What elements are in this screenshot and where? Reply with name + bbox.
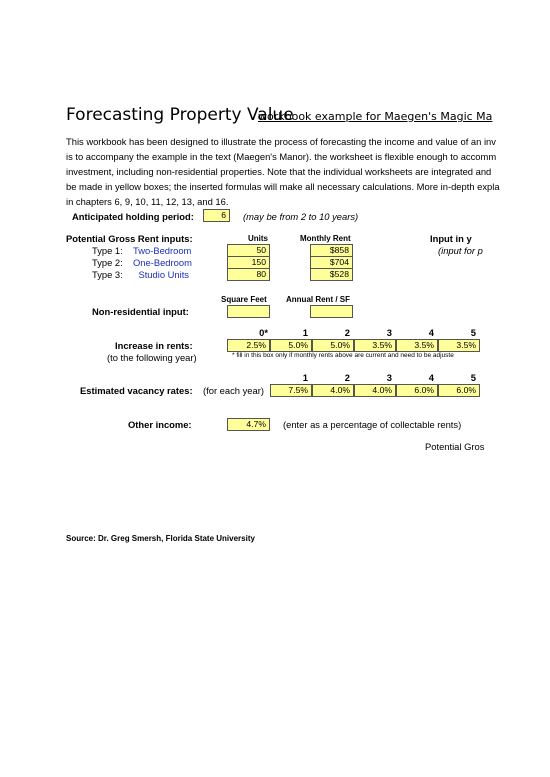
- other-income-label: Other income:: [128, 419, 192, 430]
- type-label: Type 1:: [92, 245, 123, 256]
- intro-line: be made in yellow boxes; the inserted formulas will make all necessary calculations. More in-depth expla: [66, 181, 500, 192]
- input-header: Input in y: [430, 233, 472, 244]
- holding-period-input[interactable]: 6: [203, 209, 230, 222]
- year-header: 5: [470, 372, 476, 383]
- increase-sublabel: (to the following year): [107, 352, 197, 363]
- units-input[interactable]: 80: [227, 268, 270, 281]
- type-name: Studio Units: [138, 269, 189, 280]
- year-header: 4: [428, 372, 434, 383]
- increase-label: Increase in rents:: [115, 340, 193, 351]
- increase-input[interactable]: 2.5%: [227, 339, 270, 352]
- vacancy-input[interactable]: 7.5%: [270, 384, 312, 397]
- other-income-note: (enter as a percentage of collectable rents): [283, 419, 462, 430]
- year-header: 1: [302, 372, 308, 383]
- holding-period-label: Anticipated holding period:: [72, 211, 194, 222]
- type-label: Type 3:: [92, 269, 123, 280]
- annual-rent-sf-input[interactable]: [310, 305, 353, 318]
- increase-input[interactable]: 3.5%: [354, 339, 396, 352]
- source-note: Source: Dr. Greg Smersh, Florida State University: [66, 534, 255, 543]
- annual-rent-sf-header: Annual Rent / SF: [286, 295, 350, 304]
- holding-period-note: (may be from 2 to 10 years): [243, 211, 359, 222]
- vacancy-input[interactable]: 6.0%: [438, 384, 480, 397]
- year-header: 2: [344, 327, 350, 338]
- intro-line: is to accompany the example in the text (Maegen's Manor). the worksheet is flexible enough to accomm: [66, 151, 497, 162]
- year-header: 0*: [259, 327, 268, 338]
- intro-line: in chapters 6, 9, 10, 11, 12, 13, and 16.: [66, 196, 229, 207]
- potential-gross-label: Potential Gros: [425, 441, 485, 452]
- vacancy-input[interactable]: 6.0%: [396, 384, 438, 397]
- year-header: 5: [470, 327, 476, 338]
- increase-input[interactable]: 3.5%: [396, 339, 438, 352]
- page-title: Forecasting Property Value: [66, 105, 294, 125]
- other-income-input[interactable]: 4.7%: [227, 418, 270, 431]
- year-header: 3: [386, 372, 392, 383]
- rent-input[interactable]: $704: [310, 256, 353, 269]
- year-header: 4: [428, 327, 434, 338]
- year-header: 1: [302, 327, 308, 338]
- year-header: 3: [386, 327, 392, 338]
- square-feet-header: Square Feet: [221, 295, 267, 304]
- units-header: Units: [248, 234, 268, 243]
- type-name: One-Bedroom: [133, 257, 192, 268]
- monthly-rent-header: Monthly Rent: [300, 234, 351, 243]
- increase-input[interactable]: 3.5%: [438, 339, 480, 352]
- input-note: (input for p: [438, 245, 483, 256]
- year-header: 2: [344, 372, 350, 383]
- rent-input[interactable]: $528: [310, 268, 353, 281]
- rent-input[interactable]: $858: [310, 244, 353, 257]
- page-subtitle: workbook example for Maegen's Magic Ma: [258, 110, 493, 123]
- vacancy-sublabel: (for each year): [203, 385, 264, 396]
- type-name: Two-Bedroom: [133, 245, 192, 256]
- increase-input[interactable]: 5.0%: [270, 339, 312, 352]
- increase-footnote: * fill in this box only if monthly rents above are current and need to be adjuste: [232, 352, 454, 359]
- nonres-label: Non-residential input:: [92, 306, 189, 317]
- pgr-label: Potential Gross Rent inputs:: [66, 233, 193, 244]
- intro-line: investment, including non-residential properties. Note that the individual worksheets are integrated and: [66, 166, 492, 177]
- type-label: Type 2:: [92, 257, 123, 268]
- square-feet-input[interactable]: [227, 305, 270, 318]
- vacancy-input[interactable]: 4.0%: [354, 384, 396, 397]
- units-input[interactable]: 50: [227, 244, 270, 257]
- units-input[interactable]: 150: [227, 256, 270, 269]
- increase-input[interactable]: 5.0%: [312, 339, 354, 352]
- vacancy-label: Estimated vacancy rates:: [80, 385, 193, 396]
- intro-line: This workbook has been designed to illustrate the process of forecasting the income and value of an inv: [66, 136, 496, 147]
- vacancy-input[interactable]: 4.0%: [312, 384, 354, 397]
